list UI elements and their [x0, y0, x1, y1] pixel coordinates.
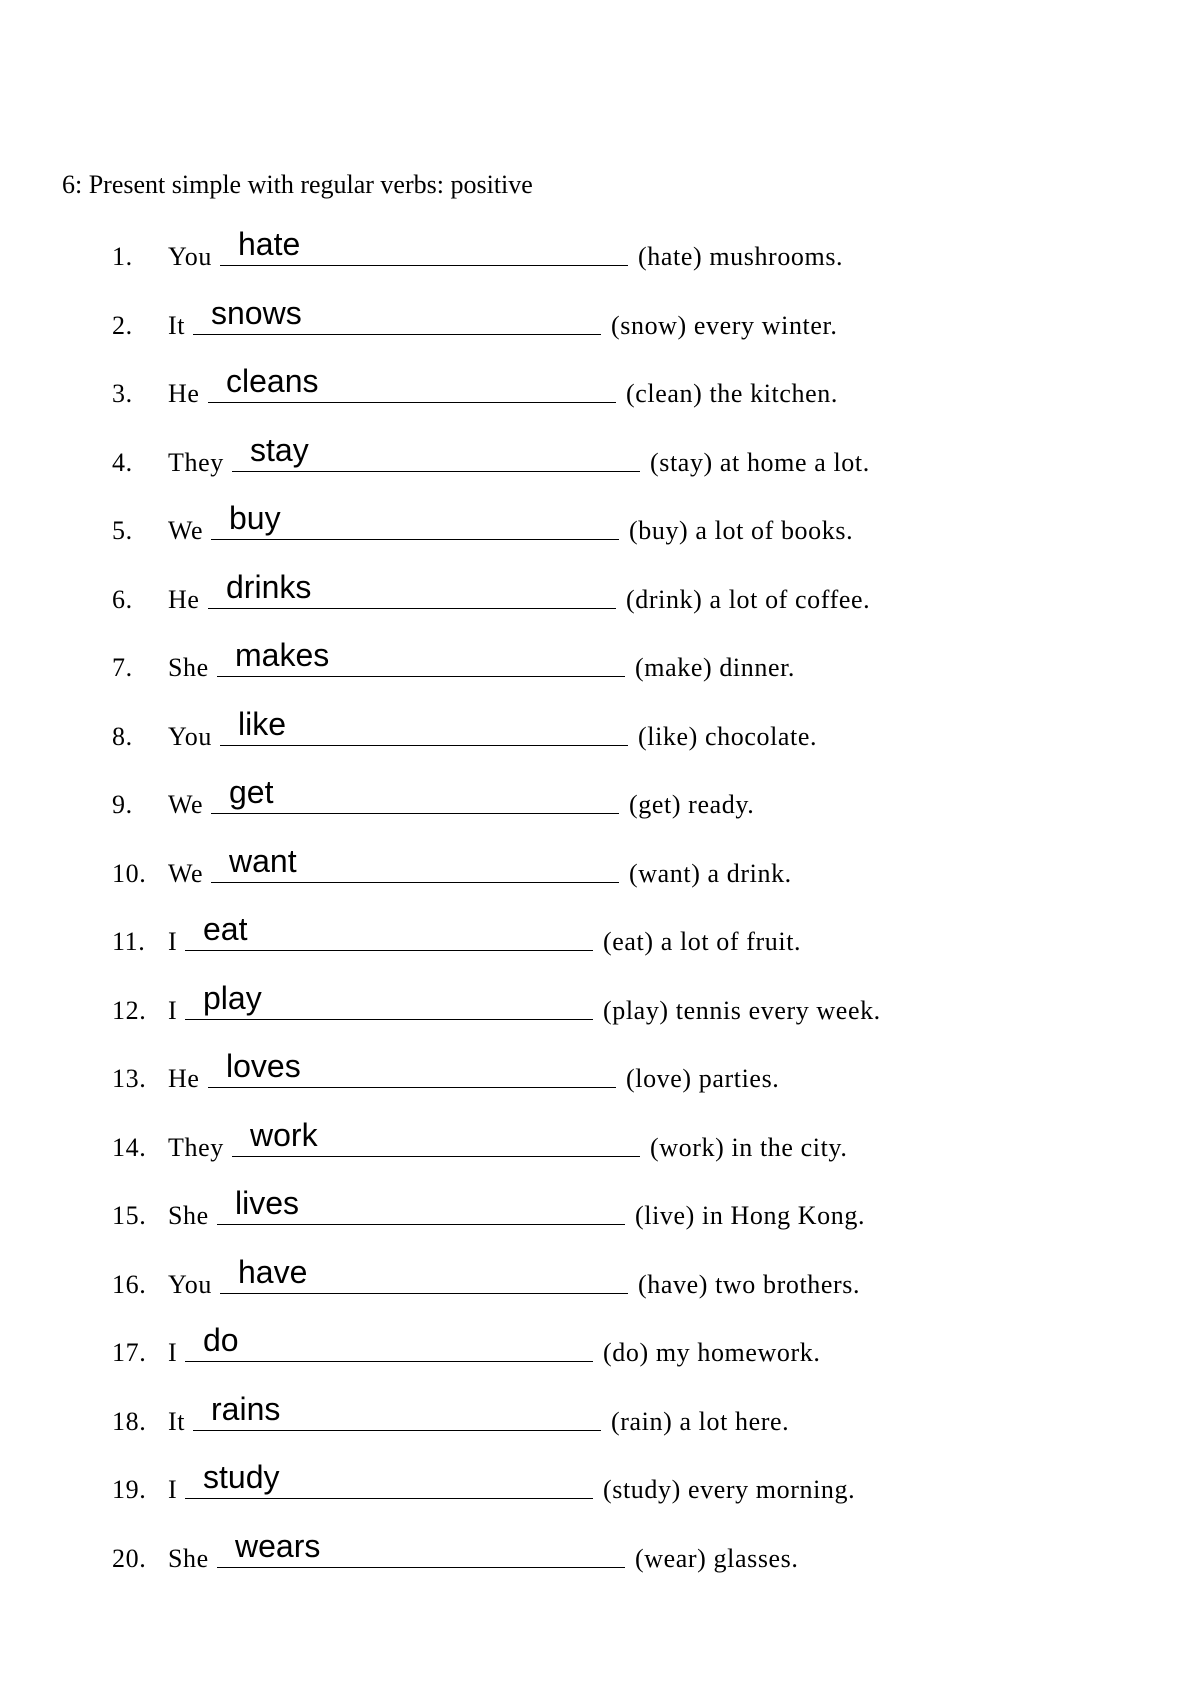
answer-blank[interactable] [185, 1322, 593, 1362]
answer-text: stay [250, 431, 309, 468]
answer-blank[interactable] [208, 363, 616, 403]
exercise-hint: (drink) a lot of coffee. [626, 584, 871, 614]
exercise-number: 20. [112, 1543, 147, 1573]
exercise-hint: (buy) a lot of books. [629, 516, 854, 545]
exercise-subject: I [168, 927, 178, 956]
exercise-subject: I [168, 1338, 178, 1367]
exercise-hint: (want) a drink. [629, 858, 792, 888]
answer-text: get [229, 774, 274, 810]
answer-text: want [229, 842, 297, 879]
exercise-subject: He [168, 379, 200, 408]
exercise-row [0, 1390, 1200, 1437]
exercise-row [0, 1253, 1200, 1300]
exercise-row [0, 1048, 1200, 1094]
exercise-number: 2. [112, 310, 133, 340]
exercise-number: 12. [112, 995, 147, 1025]
exercise-number: 16. [112, 1269, 147, 1299]
exercise-row [0, 1116, 1200, 1163]
exercise-subject: You [168, 242, 212, 271]
exercise-row [0, 705, 1200, 752]
exercise-row [0, 1459, 1200, 1505]
answer-blank[interactable] [208, 568, 616, 609]
answer-text: wears [235, 1527, 321, 1564]
exercise-row [0, 1185, 1200, 1231]
exercise-row [0, 1527, 1200, 1574]
exercise-number: 15. [112, 1201, 147, 1230]
exercise-hint: (make) dinner. [635, 653, 796, 682]
answer-blank[interactable] [217, 1185, 625, 1225]
exercise-subject: I [168, 995, 178, 1025]
exercise-hint: (clean) the kitchen. [626, 379, 838, 408]
exercise-subject: We [168, 516, 204, 545]
answer-blank[interactable] [217, 1527, 625, 1568]
exercise-row [0, 294, 1200, 341]
answer-blank[interactable] [185, 1459, 593, 1499]
exercise-subject: You [168, 721, 212, 751]
answer-blank[interactable] [220, 705, 628, 746]
answer-blank[interactable] [211, 842, 619, 883]
exercise-subject: It [168, 1406, 186, 1436]
exercise-hint: (get) ready. [629, 790, 755, 819]
answer-blank[interactable] [232, 1116, 640, 1157]
exercise-number: 14. [112, 1132, 147, 1162]
exercise-hint: (like) chocolate. [638, 721, 818, 751]
exercise-subject: They [168, 447, 224, 477]
exercise-hint: (hate) mushrooms. [638, 242, 844, 271]
answer-text: hate [238, 226, 301, 262]
exercise-hint: (live) in Hong Kong. [635, 1201, 866, 1230]
exercise-subject: It [168, 310, 186, 340]
exercise-row [0, 431, 1200, 478]
exercise-hint: (rain) a lot here. [611, 1406, 790, 1436]
exercise-hint: (work) in the city. [650, 1132, 848, 1162]
exercise-subject: I [168, 1475, 178, 1504]
answer-blank[interactable] [217, 637, 625, 677]
exercise-row [0, 637, 1200, 683]
exercise-subject: He [168, 584, 200, 614]
exercise-row [0, 979, 1200, 1026]
exercise-subject: She [168, 1543, 209, 1573]
exercise-number: 10. [112, 858, 147, 888]
exercise-number: 9. [112, 790, 133, 819]
exercise-hint: (do) my homework. [603, 1338, 821, 1367]
exercise-row [0, 1322, 1200, 1368]
answer-blank[interactable] [185, 911, 593, 951]
exercise-hint: (play) tennis every week. [603, 995, 881, 1025]
exercise-row [0, 363, 1200, 409]
exercise-row [0, 226, 1200, 272]
answer-text: have [238, 1253, 308, 1290]
exercise-hint: (wear) glasses. [635, 1543, 799, 1573]
exercise-number: 4. [112, 447, 133, 477]
answer-blank[interactable] [193, 1390, 601, 1431]
answer-text: buy [229, 500, 281, 536]
exercise-row [0, 911, 1200, 957]
exercise-number: 13. [112, 1064, 147, 1093]
answer-blank[interactable] [193, 294, 601, 335]
answer-blank[interactable] [211, 774, 619, 814]
exercise-number: 5. [112, 516, 133, 545]
answer-text: loves [226, 1048, 301, 1084]
exercise-subject: You [168, 1269, 212, 1299]
exercise-number: 1. [112, 242, 133, 271]
exercise-subject: She [168, 653, 209, 682]
exercise-hint: (study) every morning. [603, 1475, 856, 1504]
exercise-number: 7. [112, 653, 133, 682]
exercise-hint: (stay) at home a lot. [650, 447, 870, 477]
exercise-subject: She [168, 1201, 209, 1230]
exercise-row [0, 568, 1200, 615]
worksheet-title: 6: Present simple with regular verbs: positive [62, 170, 533, 199]
exercise-number: 11. [112, 927, 146, 956]
answer-blank[interactable] [220, 226, 628, 266]
exercise-subject: We [168, 858, 204, 888]
answer-text: play [203, 979, 262, 1016]
answer-blank[interactable] [232, 431, 640, 472]
exercise-row [0, 500, 1200, 546]
answer-text: do [203, 1322, 239, 1358]
answer-text: lives [235, 1185, 300, 1221]
exercise-hint: (love) parties. [626, 1064, 780, 1093]
exercise-hint: (snow) every winter. [611, 310, 838, 340]
answer-text: cleans [226, 363, 319, 399]
answer-blank[interactable] [211, 500, 619, 540]
answer-blank[interactable] [220, 1253, 628, 1294]
answer-text: study [203, 1459, 280, 1495]
answer-text: work [250, 1116, 318, 1153]
answer-text: drinks [226, 568, 312, 605]
exercise-subject: He [168, 1064, 200, 1093]
answer-blank[interactable] [185, 979, 593, 1020]
exercise-row [0, 774, 1200, 820]
exercise-subject: We [168, 790, 204, 819]
answer-blank[interactable] [208, 1048, 616, 1088]
exercise-hint: (eat) a lot of fruit. [603, 927, 802, 956]
exercise-number: 6. [112, 584, 133, 614]
exercise-number: 17. [112, 1338, 147, 1367]
answer-text: like [238, 705, 287, 742]
exercise-subject: They [168, 1132, 224, 1162]
answer-text: eat [203, 911, 248, 947]
exercise-number: 3. [112, 379, 133, 408]
answer-text: rains [211, 1390, 281, 1427]
exercise-hint: (have) two brothers. [638, 1269, 861, 1299]
answer-text: snows [211, 294, 302, 331]
exercise-number: 19. [112, 1475, 147, 1504]
answer-text: makes [235, 637, 330, 673]
exercise-number: 18. [112, 1406, 147, 1436]
exercise-row [0, 842, 1200, 889]
exercise-number: 8. [112, 721, 133, 751]
